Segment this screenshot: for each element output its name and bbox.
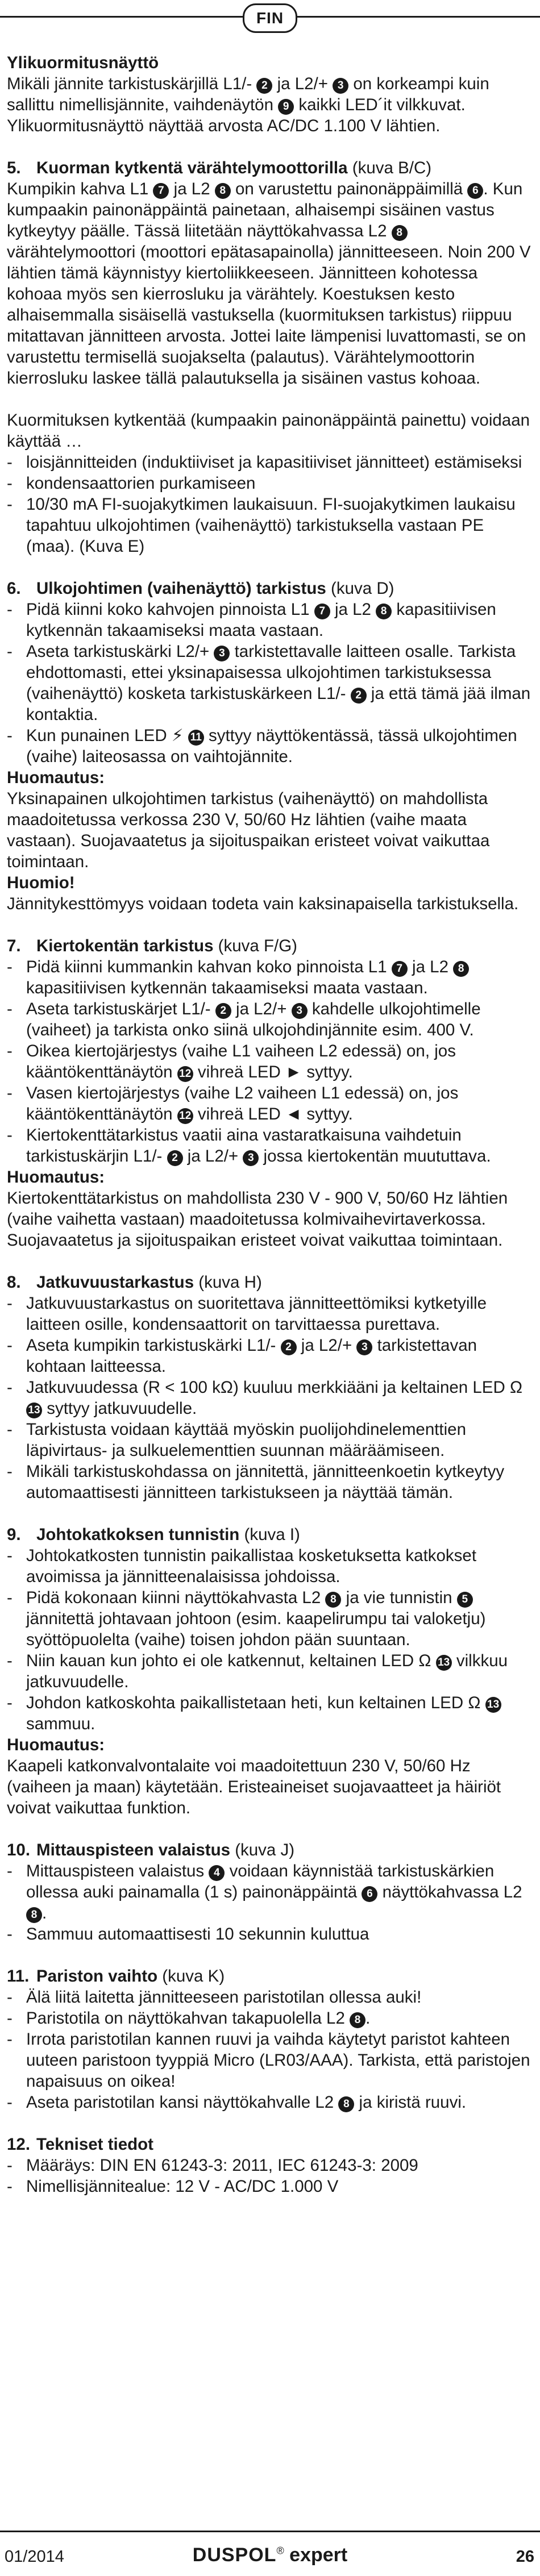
list-item	[7, 2008, 533, 2029]
section-title: Kiertokentän tarkistus	[36, 937, 214, 955]
list-item-text: Älä liitä laitetta jännitteeseen paristotilan ollessa auki!	[26, 1988, 422, 2007]
list-item-text: Pidä kiinni kummankin kahvan koko pinnoista L1 7 ja L2 8 kapasitiivisen kytkennän takaamiseksi maata vastaan.	[26, 956, 533, 998]
page-header	[0, 0, 540, 34]
list-dash: -	[7, 2030, 13, 2049]
paragraph: Kaapeli katkonvalvontalaite voi maadoitettuun 230 V, 50/60 Hz (vaiheen ja maan) käytetään. Eristeaineiset suojavaatteet ja häiriöt voivat vaikuttaa funktion.	[7, 1757, 501, 1817]
paragraph-gap	[7, 1503, 533, 1524]
paragraph-gap	[7, 1251, 533, 1272]
list-item	[7, 1125, 533, 1167]
section-title: Jatkuvuustarkastus	[36, 1273, 194, 1292]
note-label: Huomautus:	[7, 1168, 105, 1187]
paragraph-gap	[7, 136, 533, 157]
section-title: Kuorman kytkentä värähtelymoottorilla	[36, 159, 348, 177]
list-dash: -	[7, 2093, 13, 2112]
reference-number-badge: 7	[392, 961, 408, 977]
list-item	[7, 725, 533, 767]
list-item-text: 10/30 mA FI-suojakytkimen laukaisuun. FI-suojakytkimen laukaisu tapahtuu ulkojohtimen (vaihenäyttö) tarkistuksella vastaan PE (maa). (Kuva E)	[26, 495, 516, 556]
list-item	[7, 998, 533, 1041]
list-item-text: Aseta tarkistuskärki L2/+ 3 tarkistettavalle laitteen osalle. Tarkista ehdottomasti, ettei yksinapaisessa ulkojohtimen tarkistuksessa (vaihenäyttö) kosketa tarkistuskärkeen L1/- 2 ja että tämä jää ilman kontaktia.	[26, 642, 531, 724]
section-heading	[7, 2134, 533, 2155]
list-item	[7, 1692, 533, 1734]
reference-number-badge: 13	[26, 1403, 42, 1418]
reference-number-badge: 3	[214, 646, 230, 661]
list-dash: -	[7, 1420, 13, 1439]
list-dash: -	[7, 2009, 13, 2028]
reference-number-badge: 12	[177, 1108, 193, 1124]
footer-rule	[0, 2531, 540, 2532]
list-item	[7, 2155, 533, 2176]
list-item	[7, 473, 533, 494]
list-dash: -	[7, 726, 13, 745]
list-dash: -	[7, 1988, 13, 2007]
reference-number-badge: 8	[350, 2012, 365, 2028]
list-dash: -	[7, 1862, 13, 1880]
list-item	[7, 1587, 533, 1650]
list-item	[7, 1924, 533, 1945]
list-dash: -	[7, 1462, 13, 1481]
registered-mark: ®	[276, 2545, 284, 2557]
list-dash: -	[7, 453, 13, 472]
reference-number-badge: 2	[351, 688, 367, 704]
edition-date: 01/2014	[5, 2548, 64, 2566]
list-item-text: Johdon katkoskohta paikallistetaan heti, kun keltainen LED Ω 13 sammuu.	[26, 1692, 533, 1734]
list-dash: -	[7, 1294, 13, 1313]
reference-number-badge: 7	[314, 604, 330, 619]
paragraph-gap	[7, 2113, 533, 2134]
paragraph: Kuormituksen kytkentää (kumpaakin painonäppäintä painettu) voidaan käyttää …	[7, 411, 530, 451]
paragraph-gap	[7, 389, 533, 410]
list-dash: -	[7, 1651, 13, 1670]
figure-reference: (kuva J)	[230, 1841, 295, 1859]
list-item	[7, 1083, 533, 1125]
list-item-text: loisjännitteiden (induktiiviset ja kapasitiiviset jännitteet) estämiseksi	[26, 453, 522, 472]
list-item-text: Tarkistusta voidaan käyttää myöskin puolijohdinelementtien läpivirtaus- ja sulkuelementtien suunnan määräämiseen.	[26, 1420, 466, 1460]
list-dash: -	[7, 495, 13, 514]
section-title: Mittauspisteen valaistus	[36, 1841, 230, 1859]
list-dash: -	[7, 1693, 13, 1712]
list-item-text: Jatkuvuustarkastus on suoritettava jännitteettömiksi kytketyille laitteen osille, kondensaattorit on tarvittaessa purettava.	[26, 1294, 487, 1334]
list-dash: -	[7, 1042, 13, 1060]
list-item	[7, 1650, 533, 1692]
paragraph-gap	[7, 914, 533, 935]
figure-reference: (kuva D)	[326, 579, 394, 598]
section-heading	[7, 1272, 533, 1293]
reference-number-badge: 8	[453, 961, 469, 977]
page-number: 26	[516, 2548, 534, 2566]
list-dash: -	[7, 2177, 13, 2196]
reference-number-badge: 4	[209, 1865, 225, 1881]
list-item-text: Nimellisjännitealue: 12 V - AC/DC 1.000 V	[26, 2177, 339, 2196]
list-dash: -	[7, 642, 13, 661]
reference-number-badge: 8	[325, 1592, 341, 1608]
list-dash: -	[7, 600, 13, 619]
list-item	[7, 2092, 533, 2113]
section-title: Johtokatkoksen tunnistin	[36, 1525, 240, 1544]
note-label: Huomautus:	[7, 1736, 105, 1754]
list-dash: -	[7, 1084, 13, 1102]
list-item-text: Määräys: DIN EN 61243-3: 2011, IEC 61243-3: 2009	[26, 2156, 418, 2175]
list-dash: -	[7, 1588, 13, 1607]
reference-number-badge: 2	[215, 1003, 231, 1019]
list-item	[7, 452, 533, 473]
section-heading	[7, 1966, 533, 1987]
list-item-text: Kiertokenttätarkistus vaatii aina vastaratkaisuna vaihdetuin tarkistuskärjin L1/- 2 ja L2/+ 3 jossa kiertokentän muututtava.	[26, 1126, 491, 1166]
list-item	[7, 1545, 533, 1587]
reference-number-badge: 8	[26, 1907, 42, 1923]
reference-number-badge: 7	[153, 183, 169, 199]
list-item-text: Aseta tarkistuskärjet L1/- 2 ja L2/+ 3 kahdelle ulkojohtimelle (vaiheet) ja tarkista onko siinä ulkojohdinjännite esim. 400 V.	[26, 1000, 481, 1039]
list-item-text: Pidä kokonaan kiinni näyttökahvasta L2 8 ja vie tunnistin 5 jännitettä johtavaan johtoon (esim. kaapelirumpu tai valoketju) syöttöpuolelta (vaihe) toisen johdon pään suuntaan.	[26, 1588, 486, 1649]
list-item-text: Johtokatkosten tunnistin paikallistaa kosketuksetta katkokset avoimissa ja jännitteenalaisissa johdoissa.	[26, 1546, 477, 1586]
list-dash: -	[7, 1546, 13, 1565]
list-item-text: Aseta paristotilan kansi näyttökahvalle L2 8 ja kiristä ruuvi.	[26, 2093, 467, 2112]
list-item-text: Vasen kiertojärjestys (vaihe L2 vaiheen L1 edessä) on, jos kääntökenttänäytön 12 vihreä LED ◄ syttyy.	[26, 1084, 459, 1123]
list-item	[7, 956, 533, 998]
brand-name: DUSPOL	[192, 2544, 277, 2566]
section-heading	[7, 935, 533, 956]
list-item	[7, 1041, 533, 1083]
figure-reference: (kuva K)	[157, 1967, 225, 1986]
section-number: 8.	[7, 1273, 21, 1292]
list-item-text: Pidä kiinni koko kahvojen pinnoista L1 7 ja L2 8 kapasitiivisen kytkennän takaamiseksi maata vastaan.	[26, 600, 496, 640]
reference-number-badge: 2	[281, 1339, 297, 1355]
paragraph-gap	[7, 557, 533, 578]
reference-number-badge: 8	[215, 183, 231, 199]
list-item	[7, 1461, 533, 1503]
brand-suffix: expert	[289, 2544, 348, 2566]
section-number: 10.	[7, 1841, 31, 1859]
reference-number-badge: 3	[292, 1003, 308, 1019]
language-badge: FIN	[243, 3, 297, 33]
paragraph: Jännitykesttömyys voidaan todeta vain kaksinapaisella tarkistuksella.	[7, 894, 519, 913]
section-number: 6.	[7, 579, 21, 598]
reference-number-badge: 8	[376, 604, 392, 619]
section-number: 12.	[7, 2135, 31, 2154]
reference-number-badge: 8	[392, 225, 408, 241]
section-title: Pariston vaihto	[36, 1967, 158, 1986]
reference-number-badge: 3	[333, 78, 348, 94]
figure-reference: (kuva F/G)	[213, 937, 297, 955]
section-heading	[7, 1524, 533, 1545]
list-item-text: Mikäli tarkistuskohdassa on jännitettä, jännitteenkoetin kytkeytyy automaattisesti jännitteen tarkistukseen ja näyttää tämän.	[26, 1462, 505, 1502]
list-item-text: Irrota paristotilan kannen ruuvi ja vaihda käytetyt paristot kahteen uuteen paristoon tyyppiä Micro (LR03/AAA). Tarkista, että paristojen napaisuus on oikea!	[26, 2030, 530, 2091]
reference-number-badge: 13	[485, 1697, 501, 1713]
reference-number-badge: 13	[436, 1655, 452, 1671]
brand-logo	[0, 2544, 540, 2566]
list-item	[7, 1335, 533, 1377]
figure-reference: (kuva I)	[239, 1525, 300, 1544]
figure-reference: (kuva B/C)	[347, 159, 432, 177]
list-item-text: Niin kauan kun johto ei ole katkennut, keltainen LED Ω 13 vilkkuu jatkuvuudelle.	[26, 1651, 508, 1691]
reference-number-badge: 6	[467, 183, 483, 199]
paragraph: Yksinapainen ulkojohtimen tarkistus (vaihenäyttö) on mahdollista maadoitetussa verkossa 230 V, 50/60 Hz lähtien (vaihe maata vastaan). Suojavaatetus ja sijoituspaikan eristeet voivat vaikuttaa toimintaan.	[7, 789, 490, 871]
page-footer	[0, 2519, 540, 2576]
reference-number-badge: 6	[362, 1886, 377, 1902]
section-heading	[7, 578, 533, 599]
section-number: 9.	[7, 1525, 21, 1544]
list-item	[7, 1419, 533, 1461]
reference-number-badge: 3	[356, 1339, 372, 1355]
list-item	[7, 1987, 533, 2008]
list-dash: -	[7, 2156, 13, 2175]
list-item	[7, 1293, 533, 1335]
section-number: 7.	[7, 937, 21, 955]
section-title: Ulkojohtimen (vaihenäyttö) tarkistus	[36, 579, 326, 598]
reference-number-badge: 12	[177, 1066, 193, 1082]
list-item	[7, 2029, 533, 2092]
reference-number-badge: 11	[188, 730, 204, 746]
manual-body	[7, 52, 533, 2507]
list-dash: -	[7, 1126, 13, 1145]
list-item-text: Jatkuvuudessa (R < 100 kΩ) kuuluu merkkiääni ja keltainen LED Ω 13 syttyy jatkuvuudelle.	[26, 1378, 523, 1418]
reference-number-badge: 2	[167, 1150, 183, 1166]
paragraph: Kumpikin kahva L1 7 ja L2 8 on varustettu painonäppäimillä 6 . Kun kumpaakin painonäppäintä painetaan, alhaisempi sisäinen vastus kytkeytyy päälle. Tässä liitetään näyttökahvassa L2 8 värähtelymoottori (moottori epätasapainolla) jännitteeseen. Noin 200 V lähtien tämä käynnistyy kiertoliikkeeseen. Jännitteen kohotessa kohoaa myös sen kierrosluku ja värähtely. Koestuksen kesto alhaisemmalla sisäisellä vastuksella (kuormituksen tarkistus) riippuu mitattavan jännitteen arvosta. Jottei laite lämpenisi luvattomasti, se on varustettu termisellä suojakselta (palautus). Värähtelymoottorin kierrosluku laskee tällä palautuksella ja sisäinen vastus kohoaa.	[7, 180, 531, 388]
list-dash: -	[7, 1336, 13, 1355]
list-item-text: Paristotila on näyttökahvan takapuolella L2 8 .	[26, 2009, 371, 2028]
list-item	[7, 1861, 533, 1924]
list-item-text: Kun punainen LED ⚡ 11 syttyy näyttökentässä, tässä ulkojohtimen (vaihe) laiteosassa on vaihtojännite.	[26, 726, 517, 766]
list-item-text: kondensaattorien purkamiseen	[26, 474, 256, 493]
list-item-text: Oikea kiertojärjestys (vaihe L1 vaiheen L2 edessä) on, jos kääntökenttänäytön 12 vihreä LED ► syttyy.	[26, 1042, 456, 1081]
list-dash: -	[7, 1925, 13, 1944]
list-item	[7, 1377, 533, 1419]
reference-number-badge: 8	[338, 2096, 354, 2112]
note-label: Huomio!	[7, 873, 75, 892]
paragraph: Kiertokenttätarkistus on mahdollista 230 V - 900 V, 50/60 Hz lähtien (vaihe vaihetta vastaan) maadoitetussa kolmivaihevirtaverkossa. Suojavaatetus ja sijoituspaikan eristeet voivat vaikuttaa toimintaan.	[7, 1189, 508, 1250]
list-item-text: Mittauspisteen valaistus 4 voidaan käynnistää tarkistuskärkien ollessa auki painamalla (1 s) painonäppäintä 6 näyttökahvassa L2 8 .	[26, 1862, 522, 1922]
list-dash: -	[7, 1378, 13, 1397]
list-item	[7, 2176, 533, 2197]
list-item	[7, 641, 533, 725]
list-item-text: Sammuu automaattisesti 10 sekunnin kuluttua	[26, 1925, 369, 1944]
figure-reference: (kuva H)	[194, 1273, 262, 1292]
reference-number-badge: 2	[256, 78, 272, 94]
paragraph-gap	[7, 1818, 533, 1840]
paragraph-gap	[7, 1945, 533, 1966]
section-heading	[7, 157, 533, 178]
section-number: 5.	[7, 159, 21, 177]
note-label: Huomautus:	[7, 768, 105, 787]
intro-title: Ylikuormitusnäyttö	[7, 53, 159, 72]
section-heading	[7, 1840, 533, 1861]
reference-number-badge: 3	[243, 1150, 259, 1166]
section-number: 11.	[7, 1967, 30, 1986]
list-dash: -	[7, 474, 13, 493]
reference-number-badge: 9	[278, 99, 294, 115]
list-dash: -	[7, 1000, 13, 1018]
paragraph: Mikäli jännite tarkistuskärjillä L1/- 2 ja L2/+ 3 on korkeampi kuin sallittu nimellisjännite, vaihdenäytön 9 kaikki LED´it vilkkuvat. Ylikuormitusnäyttö näyttää arvosta AC/DC 1.100 V lähtien.	[7, 74, 489, 135]
list-item	[7, 599, 533, 641]
list-dash: -	[7, 958, 13, 976]
list-item-text: Aseta kumpikin tarkistuskärki L1/- 2 ja L2/+ 3 tarkistettavan kohtaan laitteessa.	[26, 1336, 477, 1376]
list-item	[7, 494, 533, 557]
section-title: Tekniset tiedot	[36, 2135, 153, 2154]
reference-number-badge: 5	[457, 1592, 473, 1608]
